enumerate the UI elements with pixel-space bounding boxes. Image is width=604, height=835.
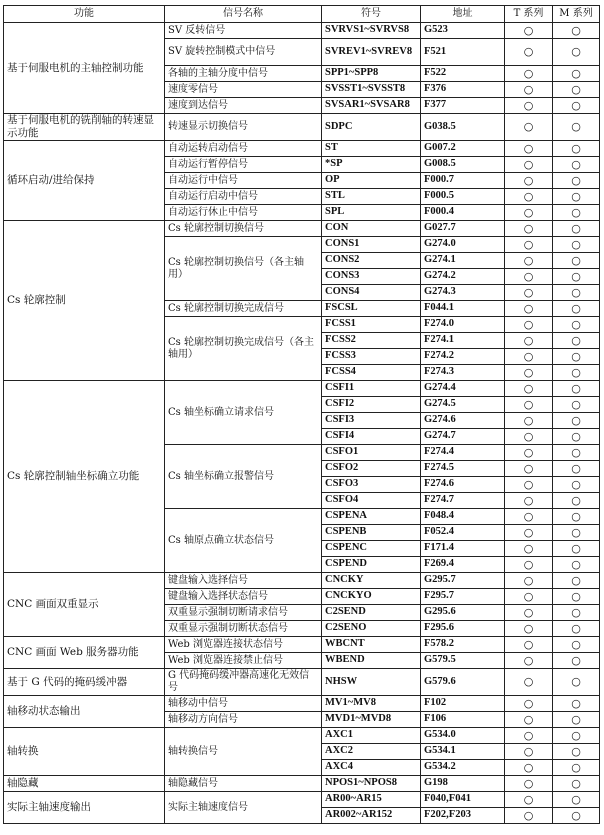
t-series-mark: ○ [505,157,553,173]
t-series-mark: ○ [505,365,553,381]
signal-name-cell: 双重显示强制切断请求信号 [165,605,322,621]
function-cell: 轴隐藏 [4,776,165,792]
symbol-cell: AR00~AR15 [322,792,421,808]
signal-name-cell: 轴移动中信号 [165,696,322,712]
table-row [4,696,600,712]
m-series-mark: ○ [553,621,600,637]
symbol-cell: CNCKYO [322,589,421,605]
signal-name-cell: 轴移动方向信号 [165,712,322,728]
symbol-cell: CSPENC [322,541,421,557]
t-series-mark: ○ [505,82,553,98]
table-row [4,23,600,39]
function-cell: CNC 画面 Web 服务器功能 [4,637,165,669]
address-cell: F274.1 [421,333,505,349]
header-m-series: M 系列 [553,6,600,23]
address-cell: G274.1 [421,253,505,269]
m-series-mark: ○ [553,141,600,157]
signal-name-cell: Cs 轮廓控制切换完成信号（各主轴用） [165,317,322,381]
m-series-mark: ○ [553,98,600,114]
table-row [4,114,600,141]
t-series-mark: ○ [505,269,553,285]
table-row [4,141,600,157]
t-series-mark: ○ [505,493,553,509]
signal-name-cell: 轴隐藏信号 [165,776,322,792]
address-cell: F106 [421,712,505,728]
signal-table [3,5,600,824]
signal-name-cell: 自动运行暂停信号 [165,157,322,173]
t-series-mark: ○ [505,621,553,637]
address-cell: F295.6 [421,621,505,637]
t-series-mark: ○ [505,237,553,253]
address-cell: G274.3 [421,285,505,301]
t-series-mark: ○ [505,189,553,205]
address-cell: G534.1 [421,744,505,760]
m-series-mark: ○ [553,573,600,589]
m-series-mark: ○ [553,285,600,301]
symbol-cell: NHSW [322,669,421,696]
symbol-cell: CSFI2 [322,397,421,413]
header-function: 功能 [4,6,165,23]
address-cell: F000.5 [421,189,505,205]
address-cell: F274.4 [421,445,505,461]
address-cell: F274.6 [421,477,505,493]
table-row [4,573,600,589]
m-series-mark: ○ [553,397,600,413]
m-series-mark: ○ [553,269,600,285]
address-cell: G008.5 [421,157,505,173]
address-cell: F522 [421,66,505,82]
symbol-cell: SPL [322,205,421,221]
m-series-mark: ○ [553,776,600,792]
t-series-mark: ○ [505,760,553,776]
signal-name-cell: 速度零信号 [165,82,322,98]
t-series-mark: ○ [505,541,553,557]
symbol-cell: CONS1 [322,237,421,253]
t-series-mark: ○ [505,744,553,760]
address-cell: F377 [421,98,505,114]
symbol-cell: C2SENO [322,621,421,637]
m-series-mark: ○ [553,317,600,333]
address-cell: F274.7 [421,493,505,509]
address-cell: F274.3 [421,365,505,381]
function-cell: Cs 轮廓控制 [4,221,165,381]
m-series-mark: ○ [553,157,600,173]
symbol-cell: WBCNT [322,637,421,653]
t-series-mark: ○ [505,792,553,808]
function-cell: 轴转换 [4,728,165,776]
address-cell: F578.2 [421,637,505,653]
signal-name-cell: 实际主轴速度信号 [165,792,322,824]
address-cell: G579.5 [421,653,505,669]
symbol-cell: CSFI3 [322,413,421,429]
m-series-mark: ○ [553,760,600,776]
address-cell: G274.5 [421,397,505,413]
m-series-mark: ○ [553,221,600,237]
signal-name-cell: SV 反转信号 [165,23,322,39]
m-series-mark: ○ [553,445,600,461]
address-cell: G198 [421,776,505,792]
function-cell: Cs 轮廓控制轴坐标确立功能 [4,381,165,573]
table-row [4,728,600,744]
t-series-mark: ○ [505,653,553,669]
address-cell: G274.6 [421,413,505,429]
address-cell: F274.2 [421,349,505,365]
signal-name-cell: SV 旋转控制模式中信号 [165,39,322,66]
symbol-cell: MVD1~MVD8 [322,712,421,728]
t-series-mark: ○ [505,114,553,141]
function-cell: 循环启动/进给保持 [4,141,165,221]
signal-name-cell: 速度到达信号 [165,98,322,114]
symbol-cell: CON [322,221,421,237]
symbol-cell: CSPENA [322,509,421,525]
m-series-mark: ○ [553,114,600,141]
t-series-mark: ○ [505,637,553,653]
t-series-mark: ○ [505,728,553,744]
symbol-cell: SVRVS1~SVRVS8 [322,23,421,39]
signal-name-cell: Web 浏览器连接状态信号 [165,637,322,653]
table-row [4,221,600,237]
function-cell: 轴移动状态输出 [4,696,165,728]
signal-name-cell: 自动运行启动中信号 [165,189,322,205]
t-series-mark: ○ [505,221,553,237]
symbol-cell: SVREV1~SVREV8 [322,39,421,66]
function-cell: 实际主轴速度输出 [4,792,165,824]
header-signal-name: 信号名称 [165,6,322,23]
header-row [4,6,600,23]
t-series-mark: ○ [505,349,553,365]
address-cell: F052.4 [421,525,505,541]
header-address: 地址 [421,6,505,23]
table-row [4,669,600,696]
header-t-series: T 系列 [505,6,553,23]
m-series-mark: ○ [553,728,600,744]
t-series-mark: ○ [505,173,553,189]
signal-name-cell: 自动运转启动信号 [165,141,322,157]
address-cell: G274.2 [421,269,505,285]
m-series-mark: ○ [553,253,600,269]
address-cell: F521 [421,39,505,66]
t-series-mark: ○ [505,141,553,157]
t-series-mark: ○ [505,98,553,114]
symbol-cell: NPOS1~NPOS8 [322,776,421,792]
symbol-cell: CSPENB [322,525,421,541]
address-cell: G523 [421,23,505,39]
symbol-cell: AR002~AR152 [322,808,421,824]
address-cell: F000.4 [421,205,505,221]
signal-name-cell: Cs 轴坐标确立报警信号 [165,445,322,509]
symbol-cell: CONS2 [322,253,421,269]
address-cell: F171.4 [421,541,505,557]
signal-name-cell: 双重显示强制切断状态信号 [165,621,322,637]
address-cell: G274.7 [421,429,505,445]
address-cell: F295.7 [421,589,505,605]
symbol-cell: CSFO3 [322,477,421,493]
m-series-mark: ○ [553,792,600,808]
address-cell: F102 [421,696,505,712]
m-series-mark: ○ [553,637,600,653]
m-series-mark: ○ [553,173,600,189]
signal-name-cell: Cs 轮廓控制切换信号 [165,221,322,237]
t-series-mark: ○ [505,605,553,621]
function-cell: 基于伺服电机的铣削轴的转速显示功能 [4,114,165,141]
m-series-mark: ○ [553,669,600,696]
signal-name-cell: 自动运行中信号 [165,173,322,189]
address-cell: G295.6 [421,605,505,621]
address-cell: F048.4 [421,509,505,525]
symbol-cell: CSPEND [322,557,421,573]
t-series-mark: ○ [505,253,553,269]
symbol-cell: FSCSL [322,301,421,317]
header-symbol: 符号 [322,6,421,23]
m-series-mark: ○ [553,23,600,39]
m-series-mark: ○ [553,301,600,317]
m-series-mark: ○ [553,605,600,621]
symbol-cell: SPP1~SPP8 [322,66,421,82]
symbol-cell: CSFO1 [322,445,421,461]
m-series-mark: ○ [553,744,600,760]
symbol-cell: CSFI4 [322,429,421,445]
symbol-cell: AXC1 [322,728,421,744]
address-cell: G534.2 [421,760,505,776]
m-series-mark: ○ [553,808,600,824]
m-series-mark: ○ [553,589,600,605]
symbol-cell: SDPC [322,114,421,141]
symbol-cell: ST [322,141,421,157]
symbol-cell: AXC2 [322,744,421,760]
t-series-mark: ○ [505,525,553,541]
address-cell: G579.6 [421,669,505,696]
symbol-cell: OP [322,173,421,189]
signal-name-cell: Cs 轴坐标确立请求信号 [165,381,322,445]
address-cell: G295.7 [421,573,505,589]
address-cell: G274.0 [421,237,505,253]
t-series-mark: ○ [505,205,553,221]
t-series-mark: ○ [505,301,553,317]
t-series-mark: ○ [505,557,553,573]
t-series-mark: ○ [505,669,553,696]
t-series-mark: ○ [505,776,553,792]
symbol-cell: WBEND [322,653,421,669]
m-series-mark: ○ [553,461,600,477]
t-series-mark: ○ [505,696,553,712]
address-cell: G534.0 [421,728,505,744]
m-series-mark: ○ [553,696,600,712]
m-series-mark: ○ [553,525,600,541]
t-series-mark: ○ [505,39,553,66]
m-series-mark: ○ [553,413,600,429]
m-series-mark: ○ [553,333,600,349]
signal-name-cell: 键盘输入选择信号 [165,573,322,589]
t-series-mark: ○ [505,461,553,477]
signal-name-cell: Cs 轮廓控制切换完成信号 [165,301,322,317]
table-row [4,792,600,808]
t-series-mark: ○ [505,445,553,461]
function-cell: 基于伺服电机的主轴控制功能 [4,23,165,114]
t-series-mark: ○ [505,712,553,728]
address-cell: G007.2 [421,141,505,157]
t-series-mark: ○ [505,808,553,824]
m-series-mark: ○ [553,712,600,728]
m-series-mark: ○ [553,189,600,205]
address-cell: F000.7 [421,173,505,189]
address-cell: G274.4 [421,381,505,397]
signal-name-cell: Cs 轮廓控制切换信号（各主轴用） [165,237,322,301]
m-series-mark: ○ [553,349,600,365]
signal-name-cell: 各轴的主轴分度中信号 [165,66,322,82]
address-cell: G027.7 [421,221,505,237]
t-series-mark: ○ [505,429,553,445]
t-series-mark: ○ [505,589,553,605]
table-row [4,776,600,792]
symbol-cell: CSFO2 [322,461,421,477]
address-cell: G038.5 [421,114,505,141]
t-series-mark: ○ [505,573,553,589]
signal-name-cell: 键盘输入选择状态信号 [165,589,322,605]
t-series-mark: ○ [505,23,553,39]
symbol-cell: CSFO4 [322,493,421,509]
signal-name-cell: Web 浏览器连接禁止信号 [165,653,322,669]
symbol-cell: STL [322,189,421,205]
m-series-mark: ○ [553,429,600,445]
function-cell: CNC 画面双重显示 [4,573,165,637]
symbol-cell: CONS4 [322,285,421,301]
t-series-mark: ○ [505,477,553,493]
signal-name-cell: 转速显示切换信号 [165,114,322,141]
t-series-mark: ○ [505,413,553,429]
m-series-mark: ○ [553,557,600,573]
m-series-mark: ○ [553,66,600,82]
m-series-mark: ○ [553,493,600,509]
m-series-mark: ○ [553,82,600,98]
m-series-mark: ○ [553,509,600,525]
m-series-mark: ○ [553,365,600,381]
t-series-mark: ○ [505,285,553,301]
t-series-mark: ○ [505,317,553,333]
address-cell: F040,F041 [421,792,505,808]
address-cell: F269.4 [421,557,505,573]
address-cell: F274.0 [421,317,505,333]
symbol-cell: CSFI1 [322,381,421,397]
t-series-mark: ○ [505,66,553,82]
t-series-mark: ○ [505,509,553,525]
m-series-mark: ○ [553,541,600,557]
signal-name-cell: 自动运行休止中信号 [165,205,322,221]
symbol-cell: FCSS4 [322,365,421,381]
address-cell: F274.5 [421,461,505,477]
t-series-mark: ○ [505,333,553,349]
address-cell: F202,F203 [421,808,505,824]
signal-name-cell: 轴转换信号 [165,728,322,776]
m-series-mark: ○ [553,205,600,221]
signal-name-cell: G 代码掩码缓冲器高速化无效信号 [165,669,322,696]
m-series-mark: ○ [553,39,600,66]
symbol-cell: FCSS1 [322,317,421,333]
symbol-cell: FCSS2 [322,333,421,349]
symbol-cell: CNCKY [322,573,421,589]
address-cell: F376 [421,82,505,98]
m-series-mark: ○ [553,237,600,253]
symbol-cell: AXC4 [322,760,421,776]
table-row [4,381,600,397]
symbol-cell: SVSST1~SVSST8 [322,82,421,98]
symbol-cell: FCSS3 [322,349,421,365]
symbol-cell: *SP [322,157,421,173]
function-cell: 基于 G 代码的掩码缓冲器 [4,669,165,696]
signal-name-cell: Cs 轴原点确立状态信号 [165,509,322,573]
symbol-cell: CONS3 [322,269,421,285]
m-series-mark: ○ [553,381,600,397]
t-series-mark: ○ [505,397,553,413]
symbol-cell: MV1~MV8 [322,696,421,712]
m-series-mark: ○ [553,477,600,493]
m-series-mark: ○ [553,653,600,669]
symbol-cell: C2SEND [322,605,421,621]
t-series-mark: ○ [505,381,553,397]
table-row [4,637,600,653]
symbol-cell: SVSAR1~SVSAR8 [322,98,421,114]
address-cell: F044.1 [421,301,505,317]
